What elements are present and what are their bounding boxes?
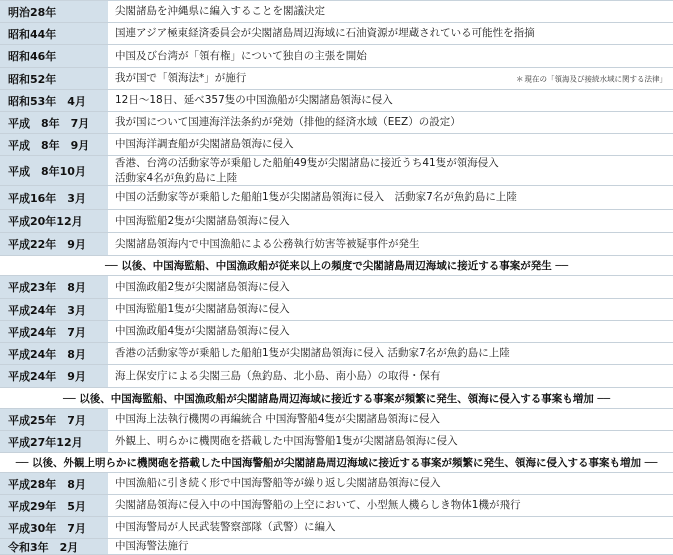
event-text: 中国海洋調査船が尖閣諸島領海に侵入: [115, 138, 294, 150]
table-row: [0, 1, 673, 23]
event-cell: [111, 90, 673, 111]
event-cell: [111, 431, 673, 452]
event-text: 中国海警局が人民武装警察部隊（武警）に編入: [115, 521, 336, 533]
date-cell: 平成30年 7月: [0, 517, 108, 538]
event-cell: [111, 473, 673, 494]
table-row: [0, 365, 673, 388]
event-cell: [111, 112, 673, 133]
event-cell: [111, 365, 673, 387]
event-text: 12日〜18日、延べ357隻の中国漁船が尖閣諸島領海に侵入: [115, 94, 393, 106]
table-row: [0, 45, 673, 68]
table-row: [0, 409, 673, 431]
date-cell: 平成24年 3月: [0, 299, 108, 320]
event-text: 尖閣諸島領海内で中国漁船による公務執行妨害等被疑事件が発生: [115, 237, 420, 250]
table-row: [0, 321, 673, 343]
footnote-mark: ＊: [516, 74, 524, 83]
footnote-text: 現在の「領海及び接続水域に関する法律」: [524, 74, 667, 83]
table-row: [0, 276, 673, 299]
date-cell: 昭和53年 4月: [0, 90, 108, 111]
event-cell: [111, 321, 673, 342]
table-row: [0, 210, 673, 233]
table-row: [0, 156, 673, 186]
table-row: [0, 473, 673, 495]
date-cell: 平成25年 7月: [0, 409, 108, 430]
event-cell: [111, 23, 673, 44]
event-text: 中国海警法施行: [115, 540, 189, 552]
table-row: [0, 112, 673, 134]
date-cell: 平成27年12月: [0, 431, 108, 452]
event-text: 海上保安庁による尖閣三島（魚釣島、北小島、南小島）の取得・保有: [115, 369, 441, 382]
date-cell: 平成24年 7月: [0, 321, 108, 342]
event-text: 外観上、明らかに機関砲を搭載した中国海警船1隻が尖閣諸島領海に侵入: [115, 435, 458, 447]
section-divider: ── 以後、外観上明らかに機関砲を搭載した中国海警船が尖閣諸島周辺海域に接近する事案が頻繁に発生、領海に侵入する事案も増加 ──: [0, 453, 673, 473]
date-cell: 令和3年 2月: [0, 539, 108, 554]
date-cell: 昭和44年: [0, 23, 108, 44]
event-cell: [111, 517, 673, 538]
event-cell: [111, 210, 673, 232]
date-cell: 平成24年 8月: [0, 343, 108, 364]
event-text: 尖閣諸島を沖縄県に編入することを閣議決定: [115, 5, 325, 17]
table-row: [0, 343, 673, 365]
table-row: [0, 299, 673, 321]
event-text: 中国及び台湾が「領有権」について独自の主張を開始: [115, 49, 367, 62]
date-cell: 平成 8年 7月: [0, 112, 108, 133]
event-cell: [111, 495, 673, 516]
event-cell: [111, 299, 673, 320]
date-cell: 平成28年 8月: [0, 473, 108, 494]
table-row: [0, 23, 673, 45]
event-cell: [111, 539, 673, 554]
date-cell: 平成 8年 9月: [0, 134, 108, 155]
event-text: 中国の活動家等が乗船した船舶1隻が尖閣諸島領海に侵入 活動家7名が魚釣島に上陸: [115, 191, 517, 203]
event-text: 中国漁政船4隻が尖閣諸島領海に侵入: [115, 325, 290, 337]
date-cell: 平成 8年10月: [0, 156, 108, 185]
table-row: [0, 90, 673, 112]
table-row: [0, 68, 673, 90]
event-text: 尖閣諸島領海に侵入中の中国海警船の上空において、小型無人機らしき物体1機が飛行: [115, 499, 521, 511]
event-text: 香港、台湾の活動家等が乗船した船舶49隻が尖閣諸島に接近うち41隻が領海侵入: [115, 156, 499, 169]
date-cell: 昭和52年: [0, 68, 108, 89]
event-text: 中国漁船に引き続く形で中国海警船等が繰り返し尖閣諸島領海に侵入: [115, 477, 441, 489]
event-cell: [111, 45, 673, 67]
event-cell: [111, 186, 673, 209]
date-cell: 平成20年12月: [0, 210, 108, 232]
section-divider: ── 以後、中国海監船、中国漁政船が従来以上の頻度で尖閣諸島周辺海域に接近する事案が発生 ──: [0, 256, 673, 276]
event-text: 我が国について国連海洋法条約が発効（排他的経済水域（EEZ）の設定）: [115, 116, 461, 128]
event-text: 中国海監船1隻が尖閣諸島領海に侵入: [115, 303, 290, 315]
event-cell: [111, 233, 673, 255]
date-cell: 平成23年 8月: [0, 276, 108, 298]
event-text: 我が国で「領海法*」が施行: [115, 72, 247, 84]
footnote: [516, 73, 667, 84]
date-cell: 明治28年: [0, 1, 108, 22]
table-row: [0, 495, 673, 517]
table-row: [0, 431, 673, 453]
date-cell: 昭和46年: [0, 45, 108, 67]
date-cell: 平成24年 9月: [0, 365, 108, 387]
event-text: 中国漁政船2隻が尖閣諸島領海に侵入: [115, 280, 290, 293]
event-cell: [111, 134, 673, 155]
table-row: [0, 233, 673, 256]
table-row: [0, 539, 673, 555]
table-row: [0, 517, 673, 539]
table-row: [0, 186, 673, 210]
event-cell: [111, 1, 673, 22]
date-cell: 平成22年 9月: [0, 233, 108, 255]
event-text: 国連アジア極東経済委員会が尖閣諸島周辺海域に石油資源が埋蔵されている可能性を指摘: [115, 27, 535, 39]
event-text: 中国海上法執行機関の再編統合 中国海警船4隻が尖閣諸島領海に侵入: [115, 413, 441, 425]
section-divider: ── 以後、中国海監船、中国漁政船が尖閣諸島周辺海域に接近する事案が頻繁に発生、領海に侵入する事案も増加 ──: [0, 388, 673, 409]
event-text: 中国海監船2隻が尖閣諸島領海に侵入: [115, 214, 290, 227]
event-text-line2: 活動家4名が魚釣島に上陸: [115, 171, 238, 184]
date-cell: 平成16年 3月: [0, 186, 108, 209]
event-cell: [111, 343, 673, 364]
event-cell: [111, 409, 673, 430]
event-cell: [111, 276, 673, 298]
event-text: 香港の活動家等が乗船した船舶1隻が尖閣諸島領海に侵入 活動家7名が魚釣島に上陸: [115, 347, 510, 359]
table-row: [0, 134, 673, 156]
date-cell: 平成29年 5月: [0, 495, 108, 516]
event-cell: [111, 156, 673, 185]
